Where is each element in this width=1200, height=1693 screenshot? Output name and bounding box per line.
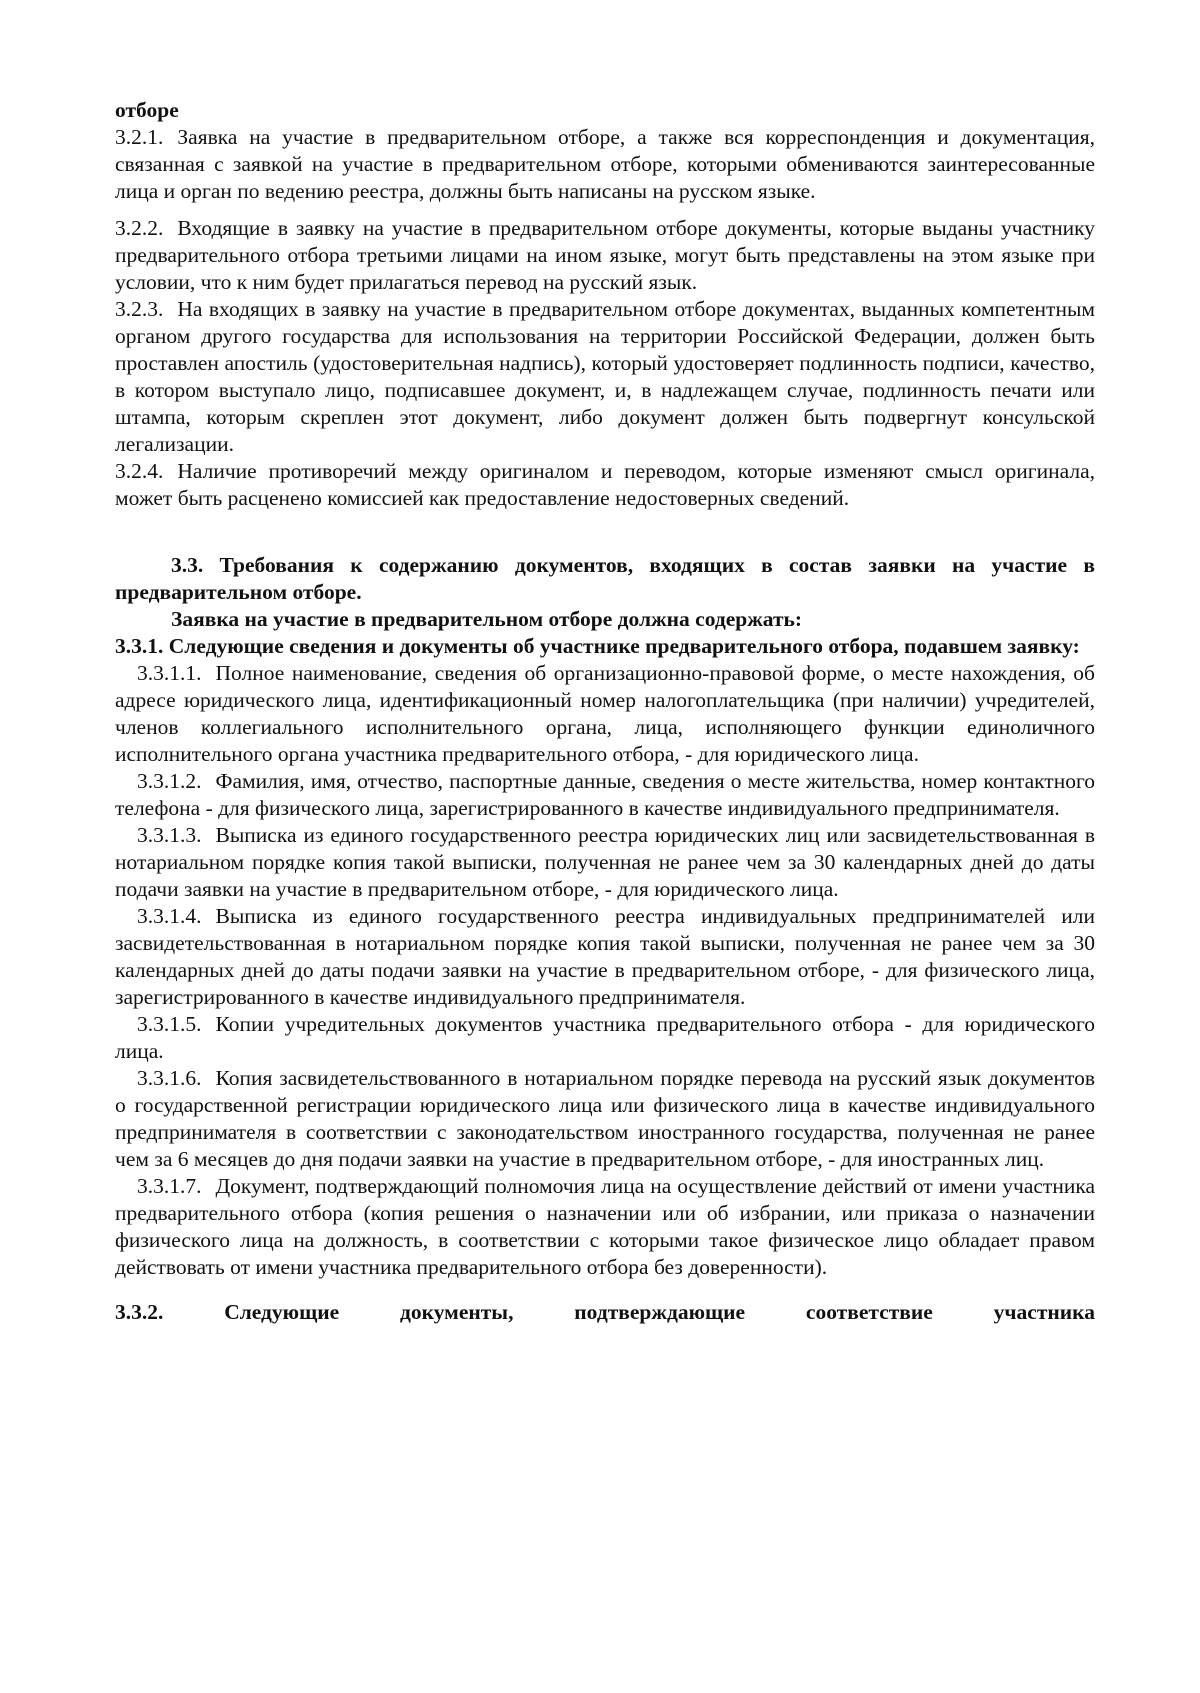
clause-3-2-4: [115, 458, 1095, 512]
clause-3-3-1-1: [115, 660, 1095, 768]
clause-text: Полное наименование, сведения об организационно-правовой форме, о месте нахождения, об адресе юридического лица, идентификационный номер налогоплательщика (при наличии) учредителей, членов коллегиального исполнительного органа, лица, исполняющего функции единоличного исполнительного органа участника предварительного отбора, - для юридического лица.: [115, 661, 1095, 766]
clause-number: 3.2.4.: [115, 459, 164, 483]
heading-word: документы,: [400, 1300, 514, 1324]
clause-text: Копии учредительных документов участника предварительного отбора - для юридического лица.: [115, 1012, 1095, 1063]
clause-3-3-1-3: [115, 822, 1095, 903]
clause-number: 3.3.1.2.: [137, 769, 202, 793]
clause-number: 3.2.1.: [115, 125, 164, 149]
clause-number: 3.2.3.: [115, 297, 164, 321]
clause-number: 3.3.1.7.: [137, 1174, 202, 1198]
clause-heading-3-3-1: 3.3.1. Следующие сведения и документы об участнике предварительного отбора, подавшем заявку:: [115, 634, 1080, 658]
clause-3-3-1-5: [115, 1011, 1095, 1065]
heading-word: участника: [993, 1300, 1095, 1324]
clause-number: 3.3.1.6.: [137, 1066, 202, 1090]
clause-number: 3.3.1.5.: [137, 1012, 202, 1036]
clause-text: Наличие противоречий между оригиналом и переводом, которые изменяют смысл оригинала, может быть расценено комиссией как предоставление недостоверных сведений.: [115, 459, 1095, 510]
heading-word: подтверждающие: [574, 1300, 746, 1324]
document-body: [115, 97, 1095, 1326]
clause-text: Выписка из единого государственного реестра юридических лиц или засвидетельствованная в нотариальном порядке копия такой выписки, полученная не ранее чем за 30 календарных дней до даты подачи заявки на участие в предварительном отборе, - для юридического лица.: [115, 823, 1095, 901]
clause-text: Копия засвидетельствованного в нотариальном порядке перевода на русский язык документов о государственной регистрации юридического лица или физического лица в качестве индивидуального предпринимателя в соответствии с законодательством иностранного государства, полученная не ранее чем за 6 месяцев до дня подачи заявки на участие в предварительном отборе, - для иностранных лиц.: [115, 1066, 1095, 1171]
clause-3-3-1-6: [115, 1065, 1095, 1173]
clause-number: 3.3.1.1.: [137, 661, 202, 685]
clause-heading-3-3-2: [115, 1299, 1095, 1326]
clause-text: Заявка на участие в предварительном отборе, а также вся корреспонденция и документация, связанная с заявкой на участие в предварительном отборе, которыми обмениваются заинтересованные лица и орган по ведению реестра, должны быть написаны на русском языке.: [115, 125, 1095, 203]
section-heading-3-3: 3.3. Требования к содержанию документов, входящих в состав заявки на участие в предварительном отборе.: [115, 553, 1095, 604]
clause-3-3-1-4: [115, 903, 1095, 1011]
clause-number: 3.3.1.3.: [137, 823, 202, 847]
clause-3-3-1-7: [115, 1173, 1095, 1281]
clause-3-2-3: [115, 296, 1095, 458]
clause-number: 3.3.1.4.: [137, 904, 202, 928]
clause-3-2-1: [115, 124, 1095, 205]
clause-text: Документ, подтверждающий полномочия лица на осуществление действий от имени участника предварительного отбора (копия решения о назначении или об избрании, или приказа о назначении физического лица на должность, в соответствии с которыми такое физическое лицо обладает правом действовать от имени участника предварительного отбора без доверенности).: [115, 1174, 1095, 1279]
clause-text: Выписка из единого государственного реестра индивидуальных предпринимателей или засвидетельствованная в нотариальном порядке копия такой выписки, полученная не ранее чем за 30 календарных дней до даты подачи заявки на участие в предварительном отборе, - для физического лица, зарегистрированного в качестве индивидуального предпринимателя.: [115, 904, 1095, 1009]
section-subheading: Заявка на участие в предварительном отборе должна содержать:: [171, 607, 803, 631]
clause-number: 3.2.2.: [115, 216, 164, 240]
clause-text: Входящие в заявку на участие в предварительном отборе документы, которые выданы участнику предварительного отбора третьими лицами на ином языке, могут быть представлены на этом языке при условии, что к ним будет прилагаться перевод на русский язык.: [115, 216, 1095, 294]
clause-text: На входящих в заявку на участие в предварительном отборе документах, выданных компетентным органом другого государства для использования на территории Российской Федерации, должен быть проставлен апостиль (удостоверительная надпись), который удостоверяет подлинность подписи, качество, в котором выступало лицо, подписавшее документ, и, в надлежащем случае, подлинность печати или штампа, которым скреплен этот документ, либо документ должен быть подвергнут консульской легализации.: [115, 297, 1095, 456]
heading-word: Следующие: [224, 1300, 340, 1324]
clause-text: Фамилия, имя, отчество, паспортные данные, сведения о месте жительства, номер контактного телефона - для физического лица, зарегистрированного в качестве индивидуального предпринимателя.: [115, 769, 1095, 820]
clause-number: 3.3.2.: [115, 1300, 164, 1324]
heading-word: соответствие: [805, 1300, 933, 1324]
clause-3-3-1-2: [115, 768, 1095, 822]
clause-3-2-2: [115, 215, 1095, 296]
section-heading-continuation: отборе: [115, 98, 179, 122]
